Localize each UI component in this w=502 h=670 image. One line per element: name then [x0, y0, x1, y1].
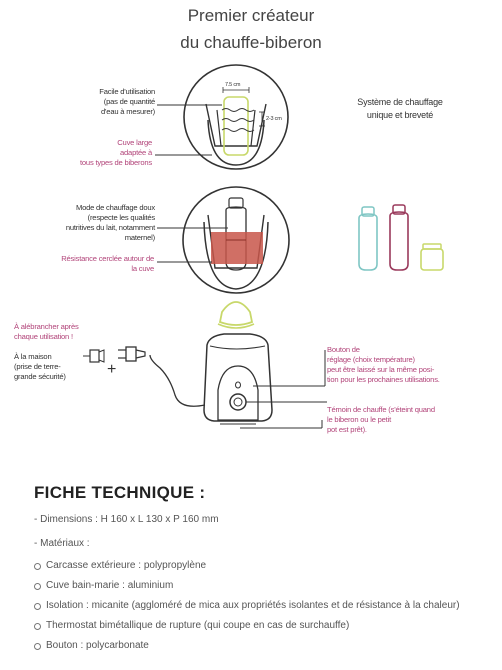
- bottle-icon: [359, 207, 377, 270]
- cuve-label: Cuve large adaptée à tous types de biberons: [79, 138, 152, 167]
- temoin-label: Témoin de chauffe (s'éteint quand le biberon ou le petit pot est prêt).: [327, 405, 435, 434]
- heating-cross-section-icon: [183, 187, 289, 293]
- resistance-label: Résistance cerclée autour de la cuve: [61, 254, 154, 273]
- bottle-icon: [390, 205, 408, 270]
- baby-food-jar-icon: [421, 244, 443, 270]
- title-line2: du chauffe-biberon: [180, 33, 322, 52]
- dimensions-text: - Dimensions : H 160 x L 130 x P 160 mm: [34, 514, 219, 525]
- plug-icon: [118, 347, 145, 361]
- fiche-title: FICHE TECHNIQUE :: [34, 483, 206, 502]
- brancher-label: À alébrancher après chaque utilisation !: [14, 322, 79, 341]
- facile-label: Facile d'utilisation (pas de quantité d'eau à mesurer): [99, 87, 155, 116]
- dimension-depth-label: 2-3 cm: [266, 116, 282, 122]
- bullet-icon: [34, 643, 41, 650]
- bullet-icon: [34, 563, 41, 570]
- bullet-icon: [34, 583, 41, 590]
- systeme-label: Système de chauffage unique et breveté: [357, 97, 443, 120]
- mode-label: Mode de chauffage doux (respecte les qualités nutritives du lait, notamment maternel): [65, 203, 155, 242]
- title-line1: Premier créateur: [187, 6, 315, 25]
- bullet-icon: [34, 603, 41, 610]
- warmer-device-icon: [150, 302, 272, 424]
- maison-label: À la maison (prise de terre- grande sécurité): [14, 352, 66, 381]
- svg-text:+: +: [107, 361, 117, 378]
- dimension-width-label: 7.5 cm: [225, 82, 241, 88]
- bullet-icon: [34, 623, 41, 630]
- materiaux-text: - Matériaux :: [34, 538, 90, 549]
- bouton-label: Bouton de réglage (choix température) peut être laissé sur la même posi- tion pour les prochaines utilisations.: [327, 345, 440, 384]
